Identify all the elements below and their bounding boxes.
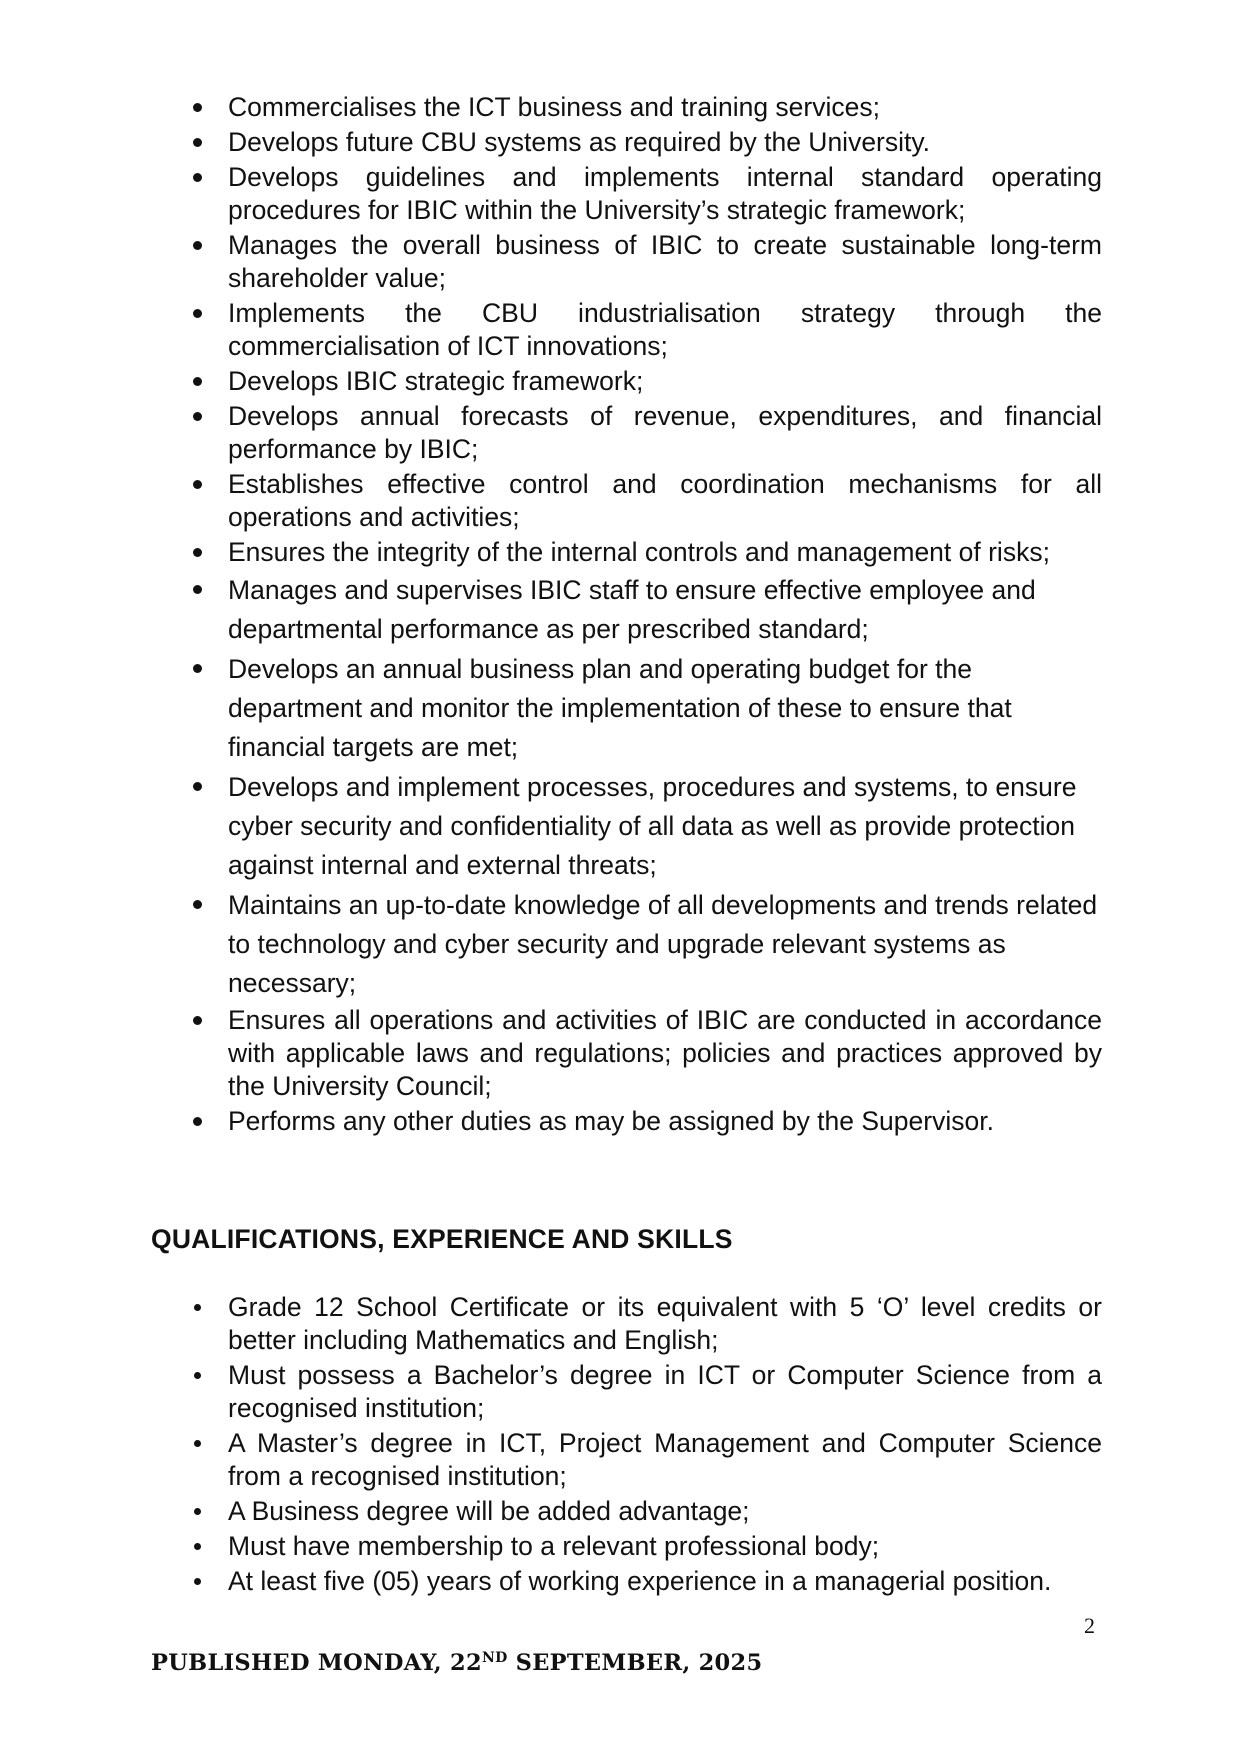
bullet-icon	[193, 1016, 202, 1025]
bullet-icon	[193, 138, 202, 147]
list-item-text: Manages and supervises IBIC staff to ensure effective employee and departmental performance as per prescribed standard;	[228, 575, 1036, 644]
bullet-icon	[194, 1578, 201, 1585]
bullet-icon	[194, 1543, 201, 1550]
list-item-text: Develops an annual business plan and operating budget for the department and monitor the implementation of these to ensure that financial targets are met;	[228, 654, 1012, 762]
bullet-icon	[193, 585, 202, 594]
list-item-text: A Master’s degree in ICT, Project Management and Computer Science from a recognised institution;	[228, 1428, 1102, 1491]
page-number: 2	[1084, 1613, 1095, 1638]
list-item-text: Maintains an up-to-date knowledge of all developments and trends related to technology and cyber security and upgrade relevant systems as necessary;	[228, 890, 1098, 998]
bullet-icon	[193, 548, 202, 557]
footer-date-suffix: SEPTEMBER, 2025	[507, 1650, 763, 1676]
list-item-text: Performs any other duties as may be assigned by the Supervisor.	[228, 1106, 994, 1136]
bullet-icon	[193, 782, 202, 791]
bullet-icon	[193, 377, 202, 386]
list-item-text: Develops and implement processes, procedures and systems, to ensure cyber security and confidentiality of all data as well as provide protection against internal and external threats;	[228, 772, 1077, 880]
list-item	[190, 1565, 1102, 1598]
bullet-icon	[193, 412, 202, 421]
list-item-text: Establishes effective control and coordination mechanisms for all operations and activities;	[228, 469, 1102, 532]
bullet-icon	[194, 1508, 201, 1515]
list-item	[190, 1427, 1102, 1493]
list-item-text: Grade 12 School Certificate or its equivalent with 5 ‘O’ level credits or better including Mathematics and English;	[228, 1292, 1102, 1355]
bullet-icon	[193, 1117, 202, 1126]
list-item	[190, 1004, 1102, 1103]
qualifications-list	[190, 1291, 1102, 1600]
list-item	[190, 768, 1102, 885]
list-item	[190, 1530, 1102, 1563]
list-item	[190, 1359, 1102, 1425]
list-item	[190, 468, 1102, 534]
bullet-icon	[194, 1372, 201, 1379]
list-item	[190, 400, 1102, 466]
list-item	[190, 229, 1102, 295]
list-item	[190, 365, 1102, 398]
list-item-text: Develops future CBU systems as required by the University.	[228, 127, 931, 157]
list-item	[190, 126, 1102, 159]
bullet-icon	[193, 103, 202, 112]
list-item	[190, 1495, 1102, 1528]
list-item-text: Develops IBIC strategic framework;	[228, 366, 644, 396]
footer-date-prefix: PUBLISHED MONDAY, 22	[151, 1650, 482, 1676]
bullet-icon	[194, 1440, 201, 1447]
bullet-icon	[193, 309, 202, 318]
list-item-text: Ensures all operations and activities of IBIC are conducted in accordance with applicable laws and regulations; policies and practices approved by the University Council;	[228, 1005, 1102, 1101]
list-item	[190, 571, 1102, 649]
list-item-text: Must possess a Bachelor’s degree in ICT or Computer Science from a recognised institution;	[228, 1360, 1102, 1423]
bullet-icon	[193, 241, 202, 250]
section-heading: QUALIFICATIONS, EXPERIENCE AND SKILLS	[151, 1224, 733, 1254]
list-item-text: Develops annual forecasts of revenue, expenditures, and financial performance by IBIC;	[228, 401, 1102, 464]
list-item-text: Implements the CBU industrialisation strategy through the commercialisation of ICT innovations;	[228, 298, 1102, 361]
list-item-text: At least five (05) years of working experience in a managerial position.	[228, 1566, 1052, 1596]
list-item	[190, 1105, 1102, 1138]
publication-footer	[151, 1650, 762, 1676]
bullet-icon	[193, 173, 202, 182]
bullet-icon	[194, 1304, 201, 1311]
list-item-text: Ensures the integrity of the internal controls and management of risks;	[228, 537, 1050, 567]
footer-date-ordinal: ND	[481, 1650, 508, 1666]
bullet-icon	[193, 900, 202, 909]
duties-list	[190, 91, 1102, 1140]
list-item	[190, 1291, 1102, 1357]
list-item-text: A Business degree will be added advantage;	[228, 1496, 750, 1526]
list-item-text: Commercialises the ICT business and training services;	[228, 92, 880, 122]
list-item-text: Must have membership to a relevant professional body;	[228, 1531, 880, 1561]
list-item	[190, 297, 1102, 363]
list-item-text: Manages the overall business of IBIC to create sustainable long-term shareholder value;	[228, 230, 1102, 293]
bullet-icon	[193, 664, 202, 673]
list-item	[190, 536, 1102, 569]
list-item	[190, 161, 1102, 227]
bullet-icon	[193, 480, 202, 489]
list-item	[190, 650, 1102, 767]
list-item	[190, 886, 1102, 1003]
list-item-text: Develops guidelines and implements internal standard operating procedures for IBIC within the University’s strategic framework;	[228, 162, 1102, 225]
list-item	[190, 91, 1102, 124]
